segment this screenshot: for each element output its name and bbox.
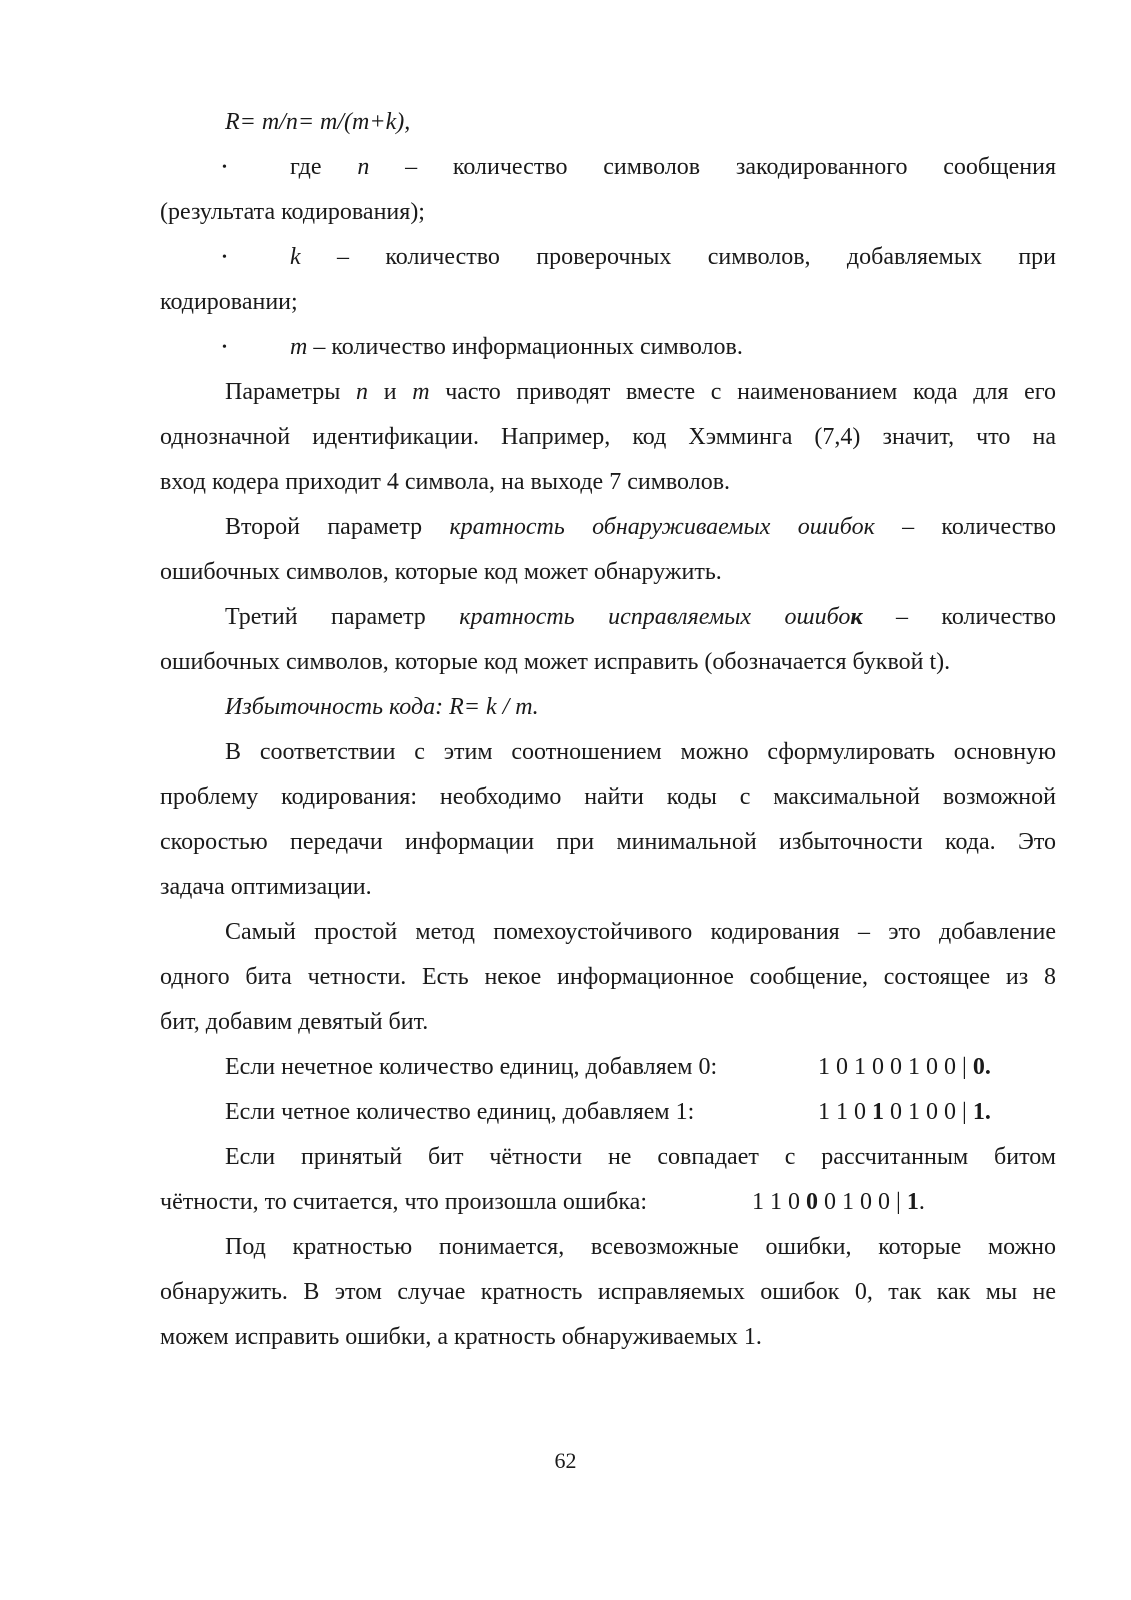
bullet-dot: •	[222, 340, 227, 355]
odd-case-line: Если нечетное количество единиц, добавляем 0: 1 0 1 0 0 1 0 0 | 0.	[160, 1045, 1056, 1090]
para-parity-l2: одного бита четности. Есть некое информационное сообщение, состоящее из 8	[160, 964, 1056, 990]
para-params-l2: однозначной идентификации. Например, код Хэмминга (7,4) значит, что на	[160, 424, 1056, 450]
formula-rate: R= m/n= m/(m+k),	[225, 109, 411, 135]
bullet-dot: •	[222, 160, 227, 175]
para-problem-l2: проблему кодирования: необходимо найти коды с максимальной возможной	[160, 784, 1056, 810]
bullet-dot: •	[222, 250, 227, 265]
para-multiplicity-l1: Под кратностью понимается, всевозможные ошибки, которые можно	[225, 1234, 1056, 1260]
odd-case-bits: 1 0 1 0 0 1 0 0 | 0.	[818, 1054, 991, 1080]
page-number: 62	[554, 1448, 577, 1473]
para-second-l1: Второй параметр кратность обнаруживаемых ошибок – количество	[225, 514, 1057, 540]
even-case-bits: 1 1 0 1 0 1 0 0 | 1.	[818, 1099, 991, 1125]
para-third-l1: Третий параметр кратность исправляемых ошибок – количество	[225, 604, 1057, 630]
even-case-line: Если четное количество единиц, добавляем 1: 1 1 0 1 0 1 0 0 | 1.	[160, 1090, 1056, 1135]
redundancy-formula: Избыточность кода: R= k / m.	[225, 694, 539, 720]
para-parity-l1: Самый простой метод помехоустойчивого кодирования – это добавление	[225, 919, 1056, 945]
page-body	[160, 100, 1056, 1360]
bullet-n-cont: (результата кодирования);	[160, 199, 425, 225]
error-bits: 1 1 0 0 0 1 0 0 | 1.	[752, 1189, 925, 1215]
para-problem-l4: задача оптимизации.	[160, 874, 372, 900]
error-para-l2: чётности, то считается, что произошла ошибка: 1 1 0 0 0 1 0 0 | 1.	[160, 1180, 1056, 1225]
para-params-l1: Параметры n и m часто приводят вместе с наименованием кода для его	[225, 379, 1056, 405]
para-third-l2: ошибочных символов, которые код может исправить (обозначается буквой t).	[160, 649, 951, 675]
para-parity-l3: бит, добавим девятый бит.	[160, 1009, 429, 1035]
bullet-k: • k – количество проверочных символов, добавляемых при	[160, 235, 1056, 280]
para-multiplicity-l3: можем исправить ошибки, а кратность обнаруживаемых 1.	[160, 1324, 762, 1350]
error-para-l1: Если принятый бит чётности не совпадает с рассчитанным битом	[225, 1144, 1056, 1170]
para-multiplicity-l2: обнаружить. В этом случае кратность исправляемых ошибок 0, так как мы не	[160, 1279, 1056, 1305]
para-problem-l3: скоростью передачи информации при минимальной избыточности кода. Это	[160, 829, 1056, 855]
bullet-m: • m – количество информационных символов.	[160, 325, 1056, 370]
para-params-l3: вход кодера приходит 4 символа, на выходе 7 символов.	[160, 469, 731, 495]
bullet-k-cont: кодировании;	[160, 289, 298, 315]
para-problem-l1: В соответствии с этим соотношением можно сформулировать основную	[225, 739, 1056, 765]
para-second-l2: ошибочных символов, которые код может обнаружить.	[160, 559, 722, 585]
bullet-n: • где n – количество символов закодированного сообщения	[160, 145, 1056, 190]
